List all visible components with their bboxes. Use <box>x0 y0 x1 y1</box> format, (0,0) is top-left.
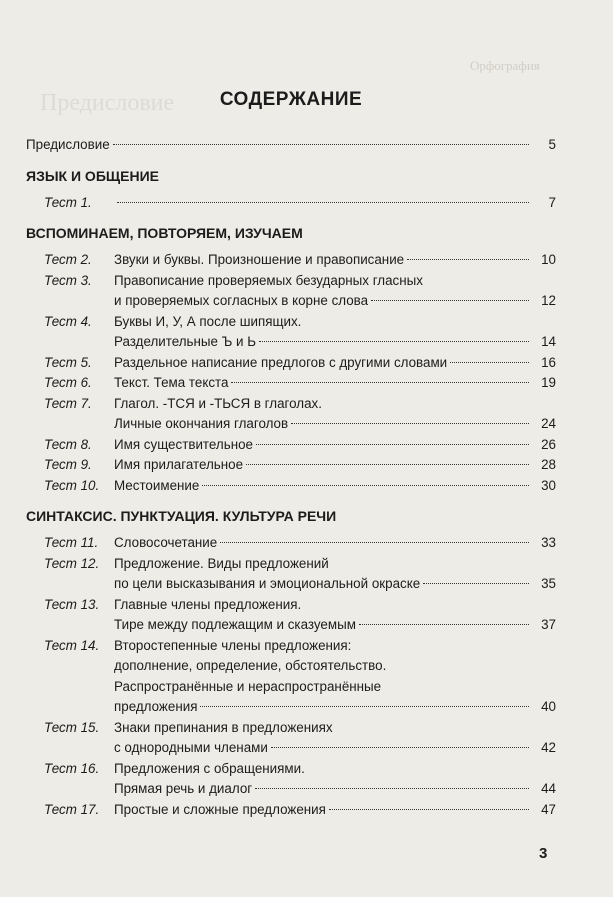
entry-page-number: 5 <box>548 137 556 152</box>
toc-entry <box>26 455 556 476</box>
entry-label: Тест 9. <box>44 457 92 472</box>
entry-title: Знаки препинания в предложениях <box>114 719 333 735</box>
toc-entry <box>26 435 556 456</box>
entry-title: Тире между подлежащим и сказуемым <box>114 617 356 632</box>
entry-title: предложения <box>114 699 198 714</box>
entry-title: Имя прилагательное <box>114 457 244 472</box>
entry-title: дополнение, определение, обстоятельство. <box>114 658 387 673</box>
toc-entry-continuation <box>26 332 556 353</box>
entry-title: Второстепенные члены предложения: <box>114 637 352 653</box>
section-heading: СИНТАКСИС. ПУНКТУАЦИЯ. КУЛЬТУРА РЕЧИ <box>26 508 337 524</box>
entry-title: и проверяемых согласных в корне слова <box>114 293 369 308</box>
entry-page-number: 14 <box>541 334 556 349</box>
entry-title: Местоимение <box>114 477 200 493</box>
entry-title: Простые и сложные предложения <box>114 801 326 817</box>
dot-leader <box>407 259 529 260</box>
dot-leader <box>291 423 529 424</box>
entry-title: Буквы И, У, А после шипящих. <box>114 313 302 329</box>
toc-entry <box>26 312 556 333</box>
toc-entry <box>26 595 556 616</box>
toc-entry-continuation <box>26 697 556 718</box>
toc-entry <box>26 533 556 554</box>
entry-page-number: 12 <box>541 293 556 308</box>
dot-leader <box>359 624 529 625</box>
entry-title: Раздельное написание предлогов с другими словами <box>114 354 448 370</box>
entry-label: Тест 4. <box>44 313 92 329</box>
entry-page-number: 40 <box>541 699 556 714</box>
entry-page-number: 42 <box>541 740 556 755</box>
entry-page-number: 33 <box>541 535 556 550</box>
dot-leader <box>202 485 529 486</box>
entry-label: Тест 3. <box>44 272 92 288</box>
entry-page-number: 24 <box>541 416 556 431</box>
toc-entry <box>26 373 556 394</box>
entry-title: Главные члены предложения. <box>114 596 302 612</box>
toc-entry <box>26 718 556 739</box>
toc-entry <box>26 759 556 780</box>
entry-label: Тест 17. <box>44 801 100 817</box>
toc-entry-continuation <box>26 677 556 698</box>
toc-entry <box>26 193 556 214</box>
entry-label: Тест 2. <box>44 252 92 267</box>
toc-entry-continuation <box>26 291 556 312</box>
toc-entry <box>26 636 556 657</box>
entry-label: Тест 11. <box>44 535 99 550</box>
dot-leader <box>220 542 529 543</box>
entry-page-number: 19 <box>541 375 556 390</box>
entry-title: Словосочетание <box>114 535 218 550</box>
toc-entry <box>26 250 556 271</box>
entry-title: Разделительные Ъ и Ь <box>114 334 257 349</box>
entry-page-number: 10 <box>541 252 556 267</box>
entry-page-number: 26 <box>541 436 556 452</box>
page-title: СОДЕРЖАНИЕ <box>219 89 363 110</box>
entry-label: Тест 14. <box>44 637 100 653</box>
dot-leader <box>371 300 529 301</box>
dot-leader <box>329 809 529 810</box>
dot-leader <box>450 362 529 363</box>
dot-leader <box>256 444 529 445</box>
entry-label: Тест 10. <box>44 477 100 493</box>
dot-leader <box>255 788 529 789</box>
toc-entry <box>26 476 556 497</box>
entry-title: Звуки и буквы. Произношение и правописание <box>114 252 405 267</box>
entry-label: Тест 16. <box>44 760 100 776</box>
dot-leader <box>259 341 529 342</box>
entry-label: Тест 1. <box>44 194 92 210</box>
entry-page-number: 7 <box>548 194 556 210</box>
toc-entry <box>26 800 556 821</box>
entry-title: Предложения с обращениями. <box>114 760 305 776</box>
entry-page-number: 30 <box>541 477 556 493</box>
dot-leader <box>271 747 529 748</box>
toc-entry-continuation <box>26 656 556 677</box>
section-heading: ЯЗЫК И ОБЩЕНИЕ <box>26 167 159 184</box>
entry-label: Тест 15. <box>44 719 100 735</box>
entry-title: Личные окончания глаголов <box>114 416 289 431</box>
toc-entry <box>26 353 556 374</box>
toc-entry-continuation <box>26 779 556 800</box>
entry-page-number: 47 <box>541 801 556 817</box>
entry-label: Тест 13. <box>44 596 100 612</box>
toc-entry-continuation <box>26 414 556 435</box>
dot-leader <box>246 464 529 465</box>
toc-entry <box>26 271 556 292</box>
entry-title: по цели высказывания и эмоциональной окраске <box>114 576 421 591</box>
entry-label: Тест 12. <box>44 555 100 571</box>
dot-leader <box>117 202 529 203</box>
entry-label: Тест 8. <box>44 436 92 452</box>
bleed-through-header: Орфография <box>470 58 540 73</box>
toc-entry <box>26 554 556 575</box>
entry-title: с однородными членами <box>114 740 268 755</box>
entry-title: Прямая речь и диалог <box>114 781 253 796</box>
table-of-contents <box>26 88 556 820</box>
entry-label: Тест 6. <box>44 375 92 390</box>
toc-entry <box>26 394 556 415</box>
dot-leader <box>423 583 529 584</box>
dot-leader <box>113 144 529 145</box>
toc-entry-preface <box>26 135 556 156</box>
entry-title: Имя существительное <box>114 436 253 452</box>
entry-label: Тест 5. <box>44 354 92 370</box>
page-number: 3 <box>539 845 548 862</box>
toc-entry-continuation <box>26 574 556 595</box>
dot-leader <box>231 382 529 383</box>
toc-entry-continuation <box>26 738 556 759</box>
entry-title: Предисловие <box>26 137 110 152</box>
section-heading: ВСПОМИНАЕМ, ПОВТОРЯЕМ, ИЗУЧАЕМ <box>26 225 303 241</box>
bleed-through-heading: Предисловие <box>40 90 175 116</box>
entry-page-number: 28 <box>541 457 556 472</box>
entry-title: Текст. Тема текста <box>114 375 229 390</box>
toc-entry-continuation <box>26 615 556 636</box>
toc-body <box>26 135 556 820</box>
dot-leader <box>200 706 529 707</box>
entry-title: Предложение. Виды предложений <box>114 555 329 571</box>
entry-title: Правописание проверяемых безударных гласных <box>114 272 423 288</box>
entry-page-number: 37 <box>541 617 556 632</box>
entry-label: Тест 7. <box>44 395 92 411</box>
entry-page-number: 16 <box>541 354 556 370</box>
entry-page-number: 35 <box>541 576 556 591</box>
entry-title: Глагол. -ТСЯ и -ТЬСЯ в глаголах. <box>114 395 322 411</box>
entry-page-number: 44 <box>541 781 556 796</box>
entry-title: Распространённые и нераспространённые <box>114 678 382 694</box>
